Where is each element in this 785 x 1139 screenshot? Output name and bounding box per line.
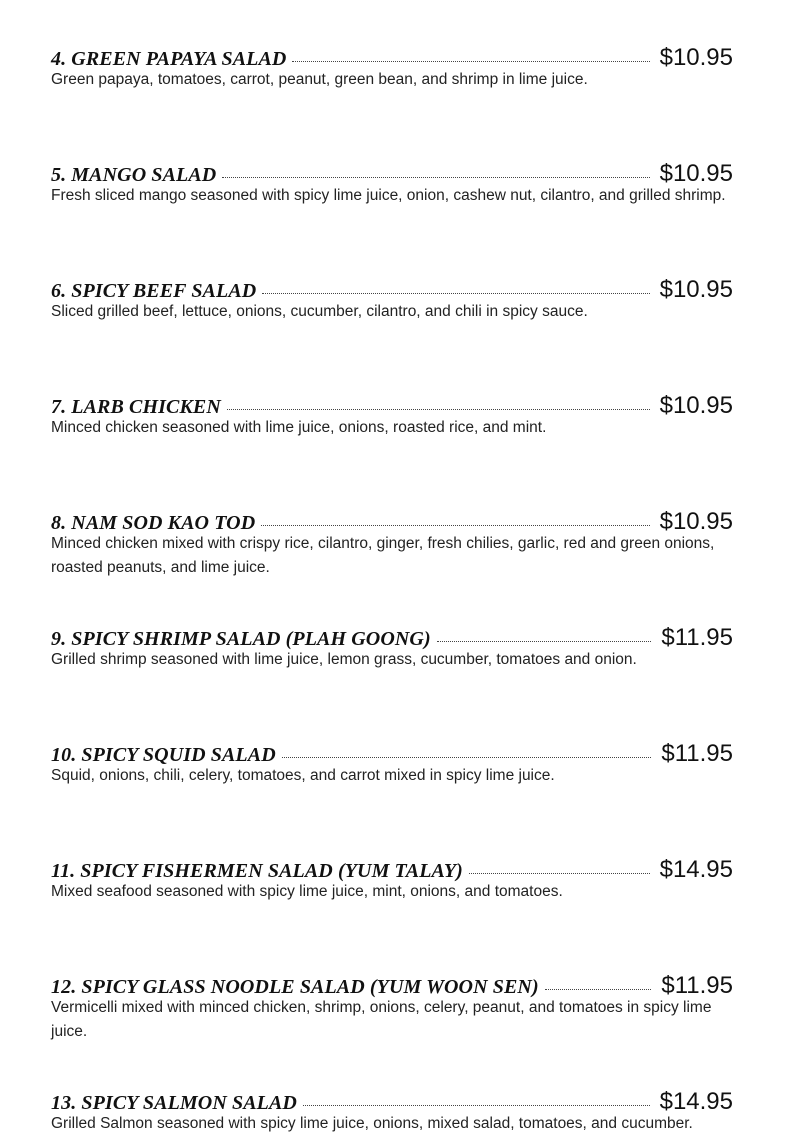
menu-item-green-papaya-salad [51,44,733,92]
menu-item-name: 9. SPICY SHRIMP SALAD (PLAH GOONG) [51,628,431,650]
menu-item-description: Green papaya, tomatoes, carrot, peanut, green bean, and shrimp in lime juice. [51,71,588,88]
menu-item-name: 13. SPICY SALMON SALAD [51,1092,297,1114]
menu-item-spicy-shrimp-salad [51,624,733,672]
menu-item-description: Grilled Salmon seasoned with spicy lime juice, onions, mixed salad, tomatoes, and cucumber. [51,1115,693,1132]
dotted-leader [227,408,650,410]
menu-item-price: $10.95 [659,392,733,419]
menu-item-name: 11. SPICY FISHERMEN SALAD (YUM TALAY) [51,860,463,882]
menu-item-name: 8. NAM SOD KAO TOD [51,512,256,534]
menu-item-larb-chicken [51,392,733,440]
dotted-leader [437,640,652,642]
dotted-leader [262,292,649,294]
menu-item-price: $14.95 [659,856,733,883]
menu-item-description: Vermicelli mixed with minced chicken, shrimp, onions, celery, peanut, and tomatoes in spicy lime juice. [51,999,712,1040]
menu-item-description: Squid, onions, chili, celery, tomatoes, and carrot mixed in spicy lime juice. [51,767,555,784]
menu-item-description: Minced chicken seasoned with lime juice, onions, roasted rice, and mint. [51,419,547,436]
dotted-leader [303,1104,650,1106]
menu-item-price: $10.95 [659,44,733,71]
menu-item-name: 10. SPICY SQUID SALAD [51,744,276,766]
menu-item-description: Sliced grilled beef, lettuce, onions, cucumber, cilantro, and chili in spicy sauce. [51,303,588,320]
menu-item-price: $10.95 [659,508,733,535]
menu-item-nam-sod-kao-tod [51,508,733,580]
menu-item-description: Minced chicken mixed with crispy rice, cilantro, ginger, fresh chilies, garlic, red and green onions, roasted peanuts, and lime juice. [51,535,715,576]
menu-item-name: 7. LARB CHICKEN [51,396,221,418]
menu-item-price: $10.95 [659,276,733,303]
dotted-leader [292,60,649,62]
menu-item-name: 5. MANGO SALAD [51,164,217,186]
menu-item-price: $10.95 [659,160,733,187]
menu-item-spicy-beef-salad [51,276,733,324]
menu-item-price: $11.95 [661,740,733,767]
dotted-leader [469,872,650,874]
menu-item-mango-salad [51,160,733,208]
menu-item-name: 6. SPICY BEEF SALAD [51,280,257,302]
dotted-leader [261,524,649,526]
menu-item-description: Mixed seafood seasoned with spicy lime juice, mint, onions, and tomatoes. [51,883,563,900]
menu-item-spicy-fishermen-salad [51,856,733,904]
menu-item-price: $14.95 [659,1088,733,1115]
menu-item-description: Fresh sliced mango seasoned with spicy lime juice, onion, cashew nut, cilantro, and grilled shrimp. [51,187,726,204]
menu-item-name: 4. GREEN PAPAYA SALAD [51,48,287,70]
menu-item-name: 12. SPICY GLASS NOODLE SALAD (YUM WOON SEN) [51,976,539,998]
menu-item-spicy-salmon-salad [51,1088,733,1136]
menu-item-description: Grilled shrimp seasoned with lime juice, lemon grass, cucumber, tomatoes and onion. [51,651,637,668]
menu-item-price: $11.95 [661,624,733,651]
dotted-leader [282,756,652,758]
menu-item-spicy-squid-salad [51,740,733,788]
menu-item-price: $11.95 [661,972,733,999]
dotted-leader [545,988,652,990]
dotted-leader [222,176,649,178]
menu-item-spicy-glass-noodle-salad [51,972,733,1044]
